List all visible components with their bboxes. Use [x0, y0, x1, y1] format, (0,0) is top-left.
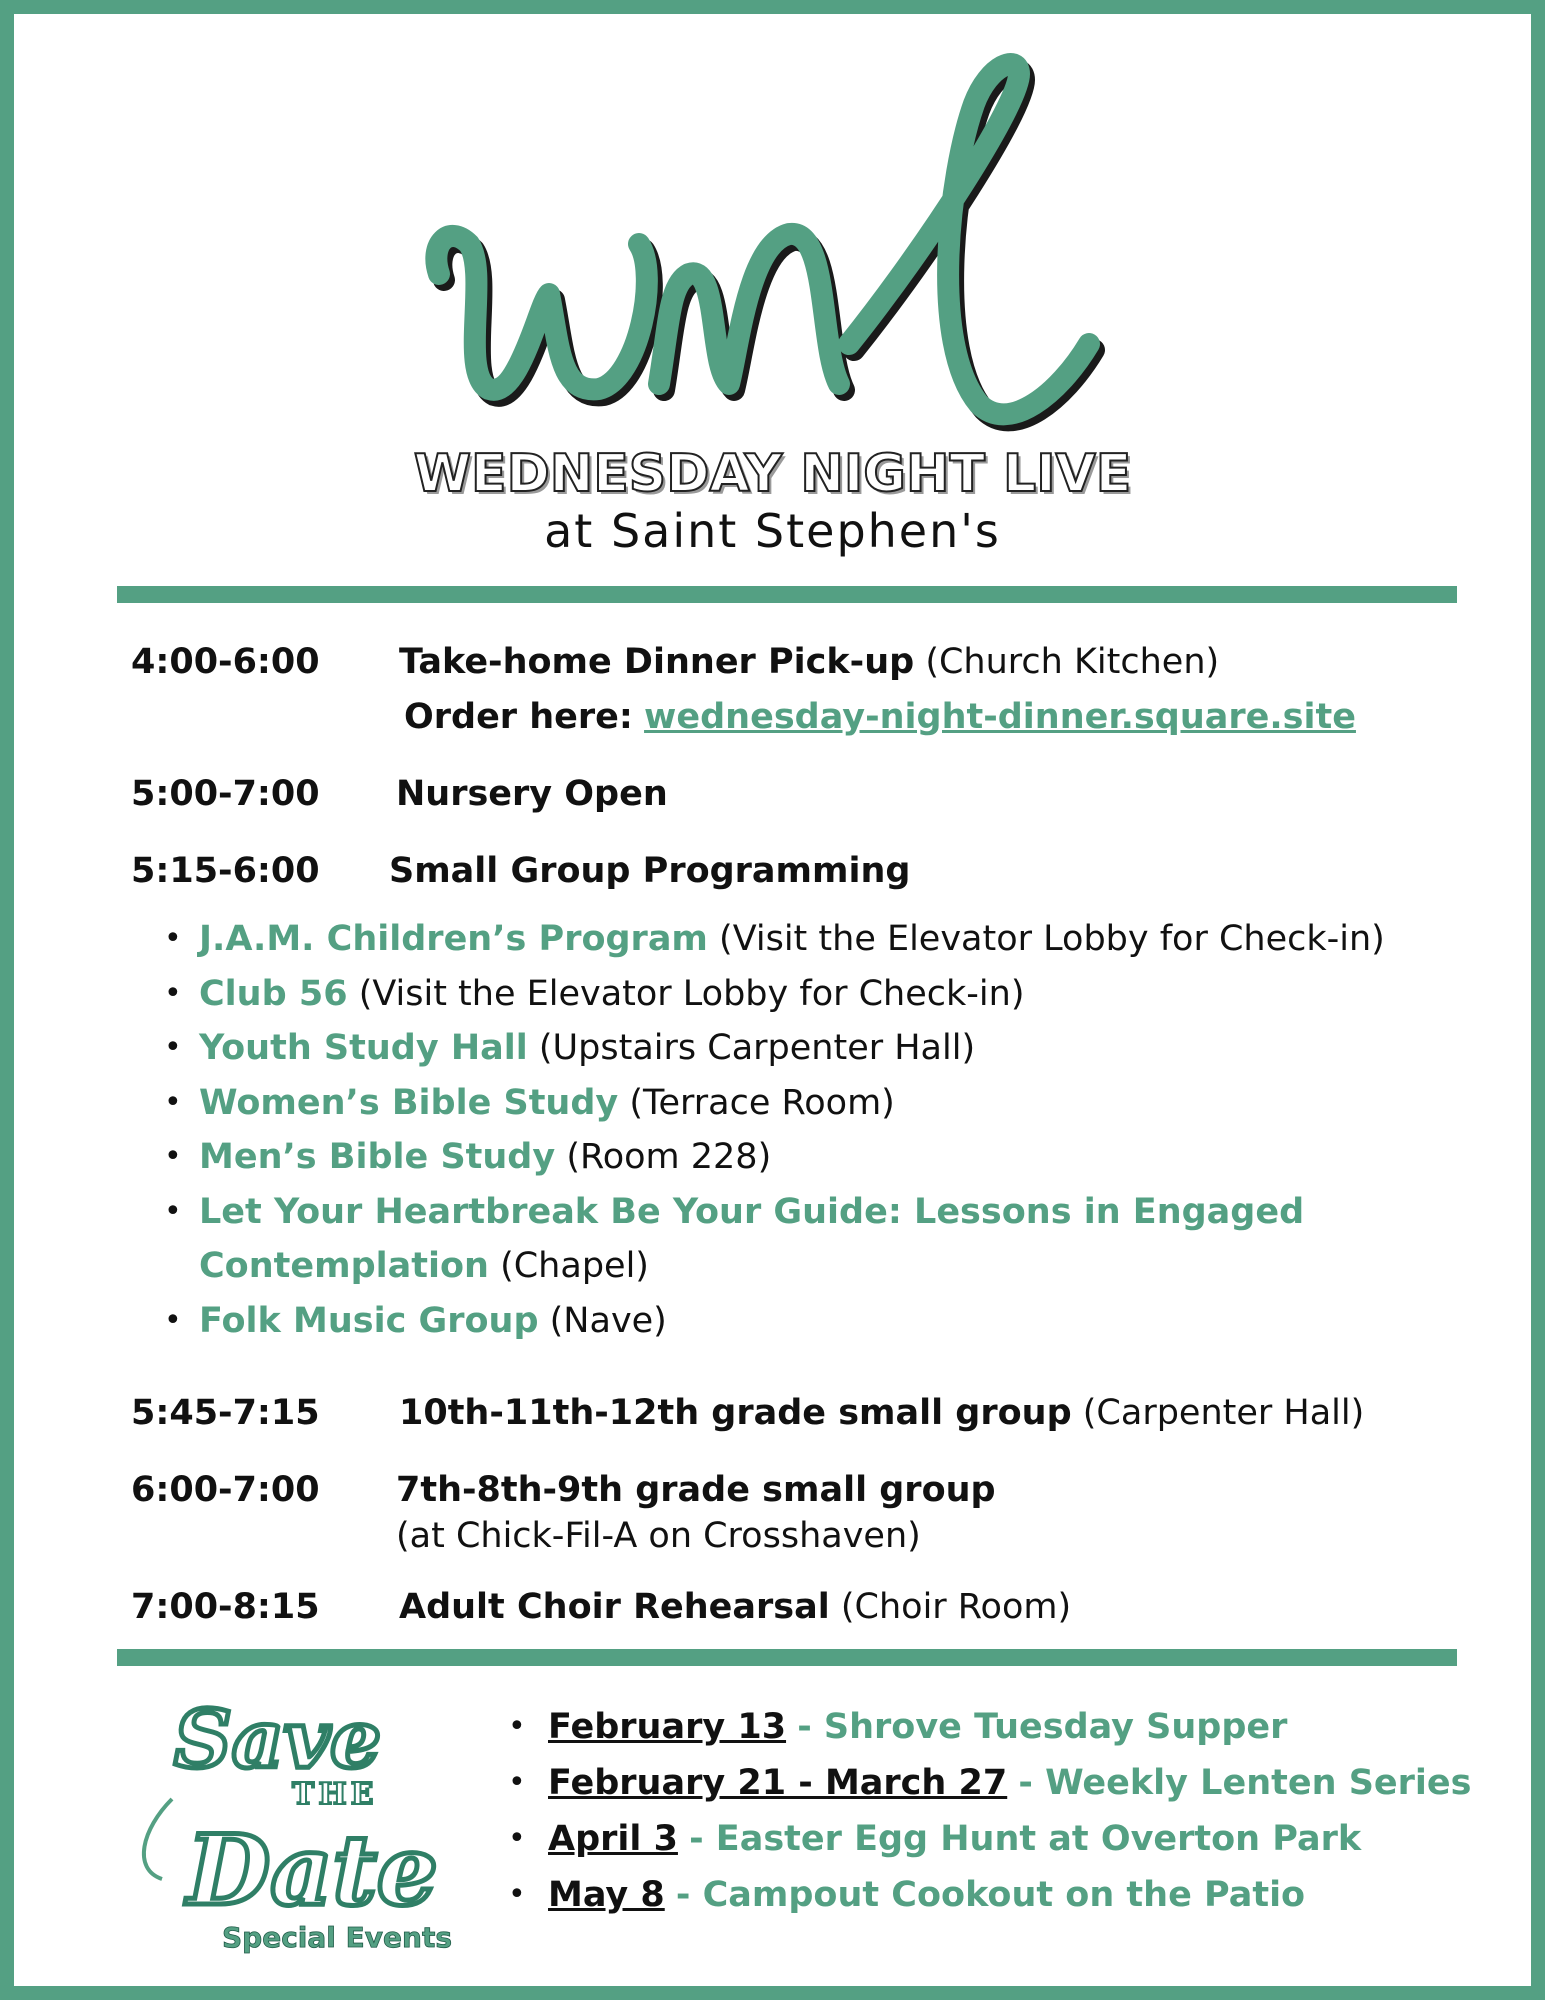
event-date: May 8 [548, 1875, 665, 1915]
bullet-icon: • [164, 1193, 182, 1229]
bullet-icon: • [164, 1139, 182, 1174]
date-word: Date [187, 1814, 438, 1927]
event-date: February 13 [548, 1707, 787, 1747]
program-location: (Terrace Room) [629, 1082, 895, 1123]
bottom-divider [117, 1649, 1457, 1666]
program-name: J.A.M. Children’s Program [199, 919, 708, 959]
program-location: (Visit the Elevator Lobby for Check-in) [719, 919, 1385, 959]
bullet-icon: • [508, 1765, 526, 1800]
schedule-title: 7th-8th-9th grade small group [396, 1470, 996, 1510]
bullet-icon: • [508, 1821, 526, 1856]
event-name: - Shrove Tuesday Supper [797, 1707, 1288, 1747]
bullet-icon: • [164, 921, 182, 956]
program-name: Youth Study Hall [199, 1028, 528, 1068]
schedule-location: (Choir Room) [840, 1587, 1072, 1627]
special-events-caption: Special Events [222, 1921, 452, 1954]
order-line [404, 694, 1356, 740]
top-divider [117, 586, 1457, 603]
program-name: Let Your Heartbreak Be Your Guide: Lessons in Engaged [199, 1191, 1305, 1232]
program-name: Club 56 [199, 973, 348, 1014]
list-item [164, 1130, 1464, 1185]
list-item [164, 912, 1464, 967]
list-item [164, 1021, 1464, 1076]
schedule-time: 6:00-7:00 [131, 1470, 320, 1510]
save-word: Save [174, 1692, 381, 1786]
program-location: (Nave) [549, 1300, 667, 1341]
program-location: (Visit the Elevator Lobby for Check-in) [358, 973, 1025, 1014]
program-location: (Upstairs Carpenter Hall) [538, 1028, 976, 1068]
save-the-date-badge [132, 1679, 487, 1969]
schedule-title: 10th-11th-12th grade small group [399, 1393, 1072, 1433]
save-the-date-art [132, 1679, 487, 1969]
schedule-time: 5:00-7:00 [131, 774, 320, 814]
program-name: Women’s Bible Study [199, 1082, 619, 1123]
program-location: (Chapel) [500, 1246, 649, 1286]
bullet-icon: • [508, 1877, 526, 1912]
bullet-icon: • [164, 1084, 182, 1120]
schedule-title: Nursery Open [396, 774, 668, 814]
list-item [164, 967, 1464, 1022]
bullet-icon: • [164, 975, 182, 1011]
page-subtitle: at Saint Stephen's [544, 504, 1001, 558]
schedule-desc [399, 639, 1219, 685]
schedule-location: (Church Kitchen) [925, 642, 1220, 682]
wnl-script-art [409, 44, 1159, 464]
bullet-icon: • [508, 1709, 526, 1744]
event-name: - Weekly Lenten Series [1018, 1763, 1472, 1803]
event-date: April 3 [548, 1819, 678, 1859]
list-item [506, 1867, 1471, 1923]
list-item [506, 1699, 1471, 1755]
list-item [164, 1294, 1464, 1349]
schedule-location: (Carpenter Hall) [1082, 1393, 1365, 1433]
schedule-time: 5:45-7:15 [131, 1393, 320, 1433]
program-name: Folk Music Group [199, 1300, 539, 1341]
list-item [506, 1811, 1471, 1867]
order-label: Order here: [404, 697, 633, 737]
program-location: (Room 228) [566, 1137, 772, 1177]
schedule-desc [399, 1584, 1071, 1630]
page-title: WEDNESDAY NIGHT LIVE [413, 444, 1132, 504]
events-list [506, 1699, 1471, 1923]
event-name: - Easter Egg Hunt at Overton Park [689, 1819, 1362, 1859]
schedule-title: Adult Choir Rehearsal [399, 1587, 830, 1627]
program-list [164, 912, 1464, 1348]
order-link[interactable]: wednesday-night-dinner.square.site [644, 697, 1356, 737]
schedule-title: Take-home Dinner Pick-up [399, 642, 915, 682]
list-item [506, 1755, 1471, 1811]
bullet-icon: • [164, 1302, 182, 1338]
schedule-time: 4:00-6:00 [131, 642, 320, 682]
the-word: THE [292, 1777, 378, 1812]
schedule-title: Small Group Programming [389, 851, 911, 891]
program-name: Men’s Bible Study [199, 1137, 556, 1177]
logo-text: wnl [409, 44, 411, 45]
schedule-location: (at Chick-Fil-A on Crosshaven) [396, 1516, 921, 1556]
list-item [164, 1076, 1464, 1131]
event-name: - Campout Cookout on the Patio [675, 1875, 1306, 1915]
schedule-desc [399, 1390, 1364, 1436]
program-name-cont: Contemplation [199, 1246, 489, 1286]
list-item [164, 1185, 1464, 1294]
schedule-time: 7:00-8:15 [131, 1587, 320, 1627]
bullet-icon: • [164, 1030, 182, 1065]
schedule-time: 5:15-6:00 [131, 851, 320, 891]
event-date: February 21 - March 27 [548, 1763, 1008, 1803]
